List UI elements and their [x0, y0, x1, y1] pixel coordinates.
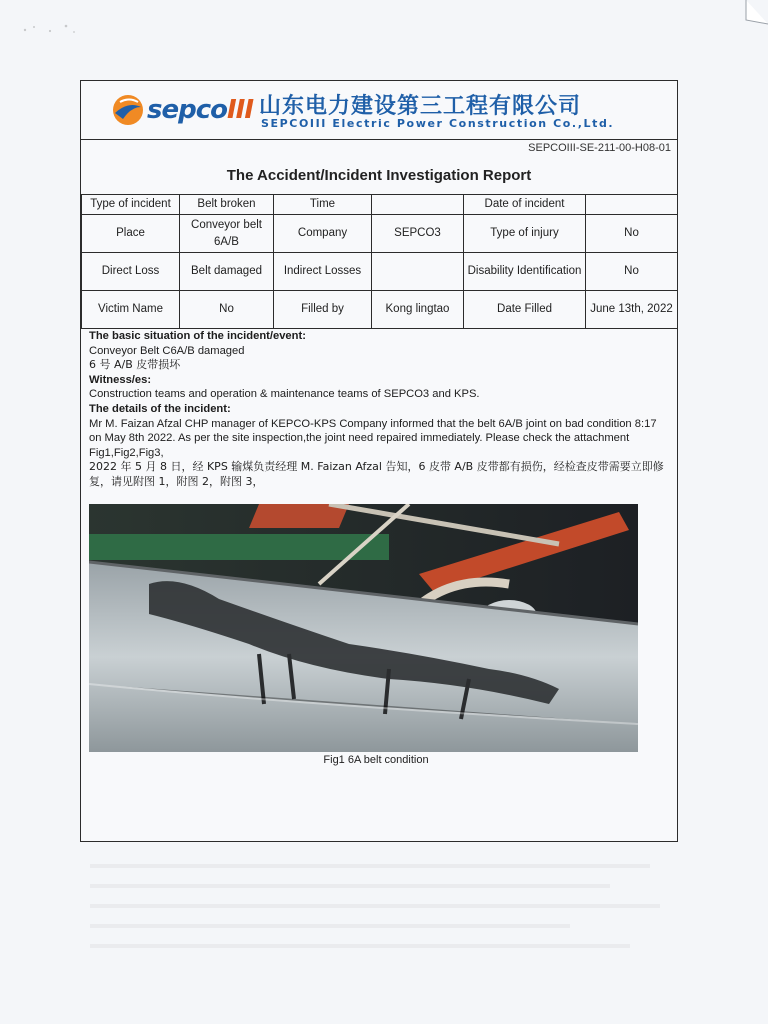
- witness-text: Construction teams and operation & maintenance teams of SEPCO3 and KPS.: [89, 388, 480, 401]
- table-row: [82, 215, 678, 253]
- witness-heading: Witness/es:: [89, 373, 152, 386]
- table-cell: No: [180, 291, 274, 329]
- table-cell: No: [586, 253, 678, 291]
- report-title: The Accident/Incident Investigation Report: [226, 167, 532, 184]
- table-cell: SEPCO3: [372, 215, 464, 253]
- details-heading: The details of the incident:: [89, 402, 231, 415]
- table-cell: Type of incident: [82, 195, 180, 215]
- details-text-cn: 2022 年 5 月 8 日，经 KPS 输煤负责经理 M. Faizan Afzal 告知，6 皮带 A/B 皮带都有损伤，经检查皮带需要立即修复，请见附图 1，附图 2，附图 3，: [89, 460, 664, 488]
- basic-situation-text: Conveyor Belt C6A/B damaged: [89, 344, 245, 357]
- table-cell: Indirect Losses: [274, 253, 372, 291]
- show-through-text: [90, 860, 670, 980]
- table-row: [82, 291, 678, 329]
- table-cell: Disability Identification: [464, 253, 586, 291]
- table-cell: Conveyor belt 6A/B: [180, 215, 274, 253]
- company-logo: [111, 93, 253, 127]
- table-cell: Belt broken: [180, 195, 274, 215]
- table-cell: Kong lingtao: [372, 291, 464, 329]
- incident-description: [89, 329, 671, 490]
- table-cell: Filled by: [274, 291, 372, 329]
- table-cell: June 13th, 2022: [586, 291, 678, 329]
- table-row: [82, 195, 678, 215]
- company-name-chinese: 山东电力建设第三工程有限公司: [259, 94, 582, 119]
- scan-speck: [22, 22, 82, 36]
- report-frame: [80, 80, 678, 842]
- document-code: SEPCOIII-SE-211-00-H08-01: [528, 142, 671, 154]
- table-cell: Date of incident: [464, 195, 586, 215]
- basic-situation-text-cn: 6 号 A/B 皮带损坏: [89, 358, 181, 372]
- table-cell: [372, 195, 464, 215]
- table-cell: Date Filled: [464, 291, 586, 329]
- letterhead: [81, 81, 677, 140]
- figure-caption: Fig1 6A belt condition: [323, 754, 429, 766]
- details-text: Mr M. Faizan Afzal CHP manager of KEPCO-KPS Company informed that the belt 6A/B joint on bad condition 8:17 on May 8th 2022. As per the site inspection,the joint need repaired immediately. Please check the attachment Fig1,Fig2,Fig3,: [89, 417, 657, 459]
- table-row: [82, 253, 678, 291]
- table-cell: Place: [82, 215, 180, 253]
- table-cell: Direct Loss: [82, 253, 180, 291]
- incident-info-table: [81, 194, 678, 329]
- table-cell: Type of injury: [464, 215, 586, 253]
- belt-condition-photo: [89, 504, 638, 752]
- table-cell: Belt damaged: [180, 253, 274, 291]
- page-fold-corner: [738, 0, 768, 26]
- table-cell: Company: [274, 215, 372, 253]
- table-cell: No: [586, 215, 678, 253]
- table-cell: [372, 253, 464, 291]
- sepco-globe-icon: [111, 93, 145, 127]
- table-cell: Victim Name: [82, 291, 180, 329]
- company-name-english: SEPCOIII Electric Power Construction Co.,Ltd.: [261, 117, 615, 130]
- table-cell: Time: [274, 195, 372, 215]
- logo-wordmark: sepcoIII: [147, 95, 254, 125]
- basic-situation-heading: The basic situation of the incident/event:: [89, 330, 306, 342]
- table-cell: [586, 195, 678, 215]
